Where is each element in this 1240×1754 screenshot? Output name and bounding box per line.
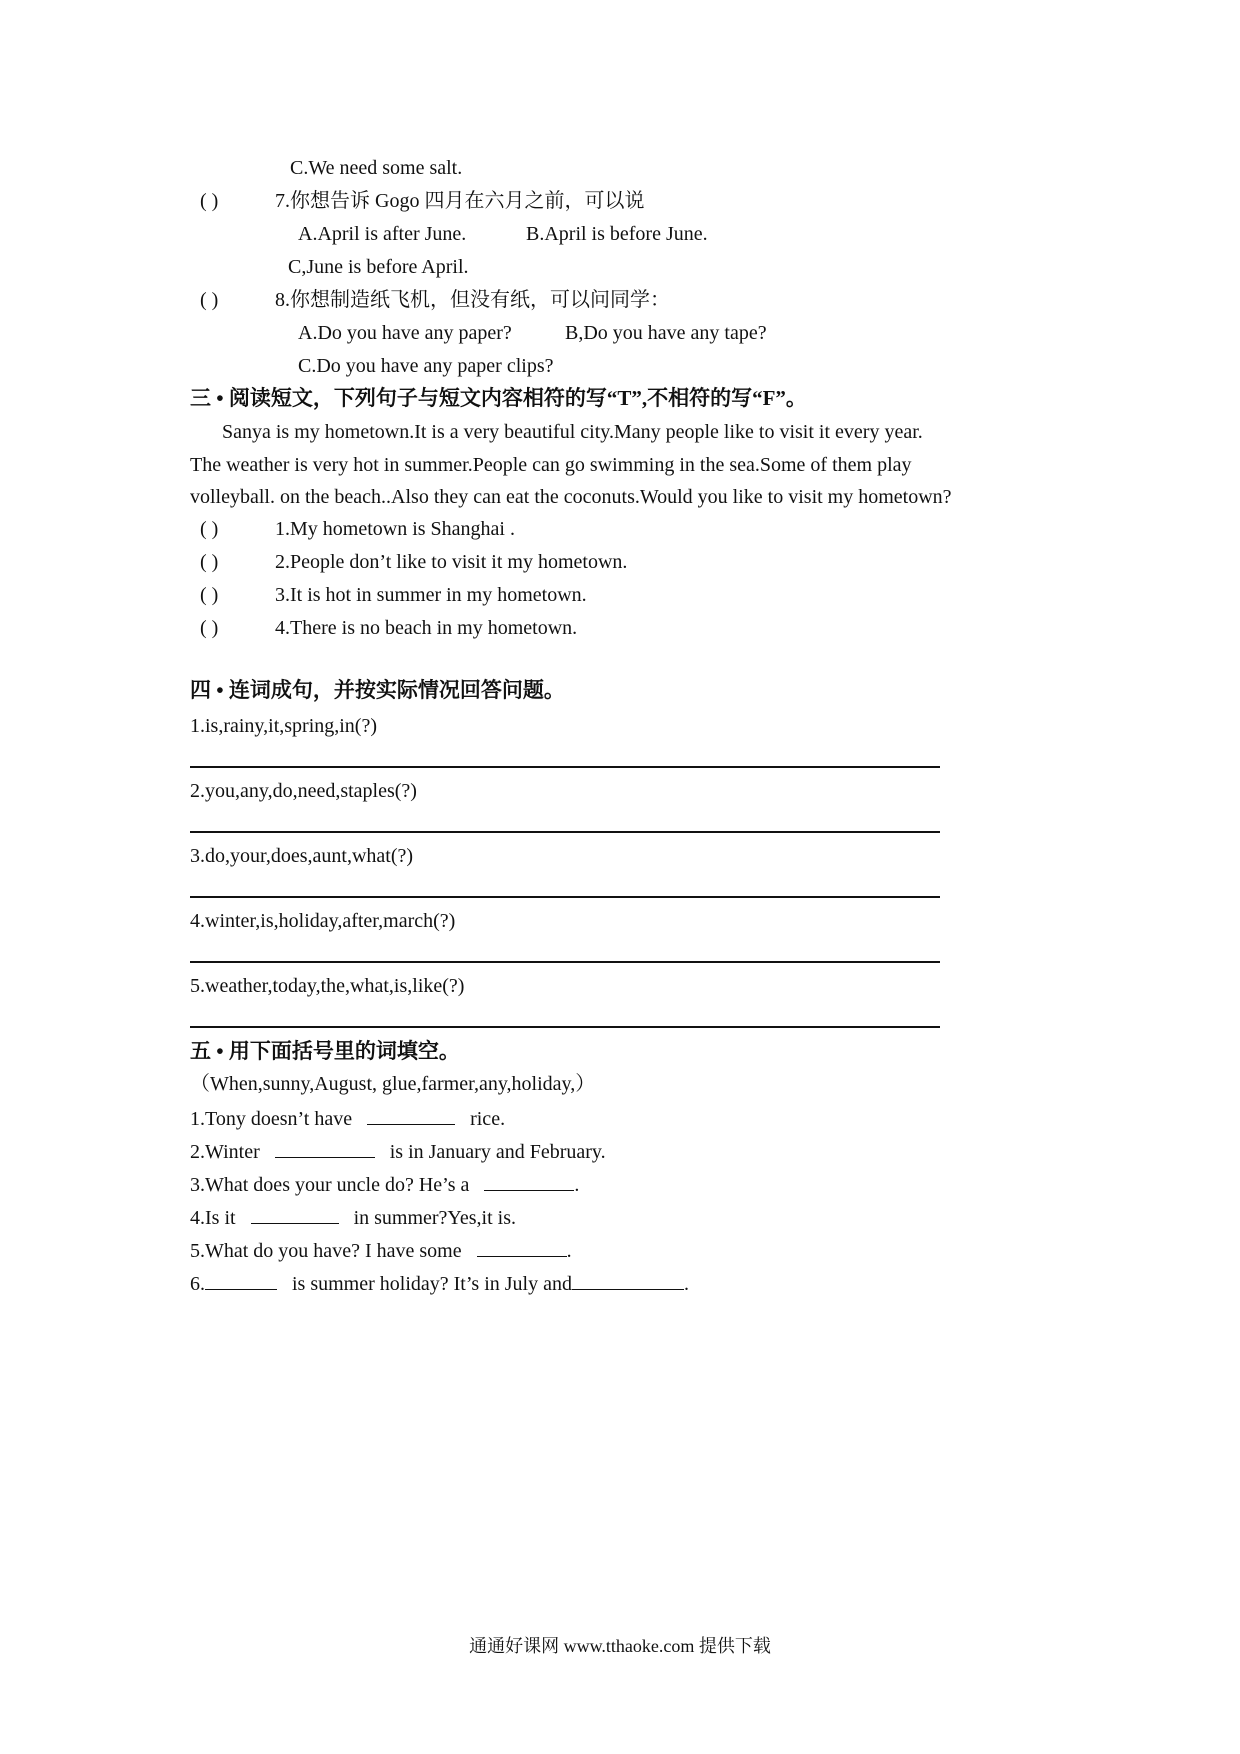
fill-blank-6a[interactable] <box>205 1269 277 1290</box>
fill-item-3 <box>190 1170 579 1198</box>
fill-item-5-after: . <box>566 1240 572 1262</box>
q8-option-a: A.Do you have any paper? <box>298 322 512 344</box>
section4-title: 四 • 连词成句，并按实际情况回答问题。 <box>190 678 565 702</box>
fill-blank-1[interactable] <box>367 1104 455 1125</box>
q7-option-c: C,June is before April. <box>288 256 469 278</box>
q8-option-b: B,Do you have any tape? <box>565 322 767 344</box>
fill-blank-6b[interactable] <box>572 1269 684 1290</box>
fill-item-5 <box>190 1236 572 1264</box>
reorder-item-1: 1.is,rainy,it,spring,in(?) <box>190 715 378 737</box>
fill-item-6-middle: is summer holiday? It’s in July and <box>292 1273 572 1295</box>
fill-item-6-after: . <box>683 1273 689 1295</box>
fill-item-1 <box>190 1104 505 1132</box>
reorder-item-3: 3.do,your,does,aunt,what(?) <box>190 845 414 867</box>
fill-item-6-before: 6. <box>190 1273 205 1295</box>
answer-line-3[interactable] <box>190 896 940 898</box>
answer-line-4[interactable] <box>190 961 940 963</box>
fill-blank-5[interactable] <box>477 1236 567 1257</box>
fill-item-4 <box>190 1203 516 1231</box>
fill-item-2 <box>190 1137 606 1165</box>
reading-passage <box>190 416 1050 514</box>
section3-title: 三 • 阅读短文，下列句子与短文内容相符的写“T”,不相符的写“F”。 <box>190 386 807 410</box>
fill-blank-3[interactable] <box>484 1170 574 1191</box>
fill-item-3-before: 3.What does your uncle do? He’s a <box>190 1174 470 1196</box>
q7-option-a: A.April is after June. <box>298 223 467 245</box>
tf-item-4: 4.There is no beach in my hometown. <box>275 617 578 639</box>
answer-line-2[interactable] <box>190 831 940 833</box>
reorder-item-4: 4.winter,is,holiday,after,march(?) <box>190 910 456 932</box>
reorder-item-2: 2.you,any,do,need,staples(?) <box>190 780 417 802</box>
word-bank: （When,sunny,August, glue,farmer,any,holiday,） <box>190 1073 596 1095</box>
q7-answer-paren[interactable]: ( ) <box>200 190 219 212</box>
tf-item-1: 1.My hometown is Shanghai . <box>275 518 515 540</box>
tf-item-2: 2.People don’t like to visit it my hometown. <box>275 551 628 573</box>
tf-answer-paren-2[interactable]: ( ) <box>200 551 219 573</box>
fill-item-3-after: . <box>574 1174 580 1196</box>
tf-answer-paren-3[interactable]: ( ) <box>200 584 219 606</box>
answer-line-1[interactable] <box>190 766 940 768</box>
tf-item-3: 3.It is hot in summer in my hometown. <box>275 584 587 606</box>
reorder-item-5: 5.weather,today,the,what,is,like(?) <box>190 975 465 997</box>
fill-blank-4[interactable] <box>251 1203 339 1224</box>
q8-option-c: C.Do you have any paper clips? <box>298 355 554 377</box>
q7-option-b: B.April is before June. <box>526 223 708 245</box>
q6-option-c: C.We need some salt. <box>290 157 463 179</box>
section5-title: 五 • 用下面括号里的词填空。 <box>190 1039 460 1063</box>
q8-stem: 8.你想制造纸飞机，但没有纸，可以问同学： <box>275 289 670 311</box>
fill-item-4-after: in summer?Yes,it is. <box>353 1207 516 1229</box>
tf-answer-paren-4[interactable]: ( ) <box>200 617 219 639</box>
fill-item-6 <box>190 1269 689 1297</box>
q8-answer-paren[interactable]: ( ) <box>200 289 219 311</box>
fill-item-2-before: 2.Winter <box>190 1141 260 1163</box>
passage-line-3: volleyball. on the beach..Also they can eat the coconuts.Would you like to visit my hometown? <box>190 486 952 508</box>
fill-item-1-after: rice. <box>470 1108 506 1130</box>
page-footer: 通通好课网 www.tthaoke.com 提供下载 <box>469 1636 771 1656</box>
answer-line-5[interactable] <box>190 1026 940 1028</box>
fill-item-5-before: 5.What do you have? I have some <box>190 1240 462 1262</box>
tf-answer-paren-1[interactable]: ( ) <box>200 518 219 540</box>
fill-item-2-after: is in January and February. <box>389 1141 606 1163</box>
passage-line-2: The weather is very hot in summer.People can go swimming in the sea.Some of them play <box>190 453 912 476</box>
passage-line-1: Sanya is my hometown.It is a very beautiful city.Many people like to visit it every year. <box>222 421 923 443</box>
fill-item-4-before: 4.Is it <box>190 1207 236 1229</box>
q7-stem: 7.你想告诉 Gogo 四月在六月之前，可以说 <box>275 190 645 212</box>
fill-blank-2[interactable] <box>275 1137 375 1158</box>
fill-item-1-before: 1.Tony doesn’t have <box>190 1108 353 1130</box>
